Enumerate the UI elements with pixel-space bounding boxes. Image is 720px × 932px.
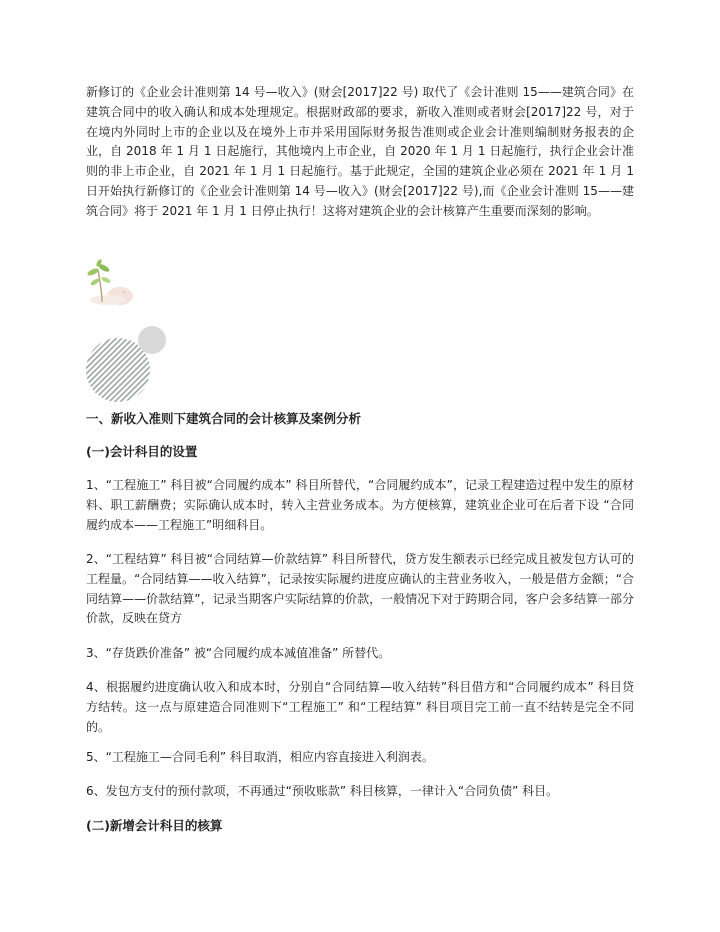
section-heading: 一、新收入准则下建筑合同的会计核算及案例分析 [86, 411, 362, 426]
subsection-heading-2: (二)新增会计科目的核算 [86, 818, 223, 833]
intro-paragraph: 新修订的《企业会计准则第 14 号—收入》(财会[2017]22 号) 取代了《会计准则 15——建筑合同》在建筑合同中的收入确认和成本处理规定。根据财政部的要求，新收入准则或者财会[2017]22 号，对于在境内外同时上市的企业以及在境外上市并采用国际财务报告准则或企业会计准则编制财务报表的企业，自 2018 年 1 月 1 日起施行，其他境内上市企业，自 2020 年 1 月 1 日起施行，执行企业会计准则的非上市企业，自 2021 年 1 月 1 日起施行。基于此规定，全国的建筑企业必须在 2021 年 1 月 1 日开始执行新修订的《企业会计准则第 14 号—收入》(财会[2017]22 号),而《企业会计准则 15——建筑合同》将于 2021 年 1 月 1 日停止执行！这将对建筑企业的会计核算产生重要而深刻的影响。 [86, 85, 634, 218]
list-item: 2、“工程结算” 科目被“合同结算—价款结算” 科目所替代，贷方发生额表示已经完成且被发包方认可的工程量。“合同结算——收入结算”，记录按实际履约进度应确认的主营业务收入，一般是借方金额；“合同结算——价款结算”，记录当期客户实际结算的价款，一般情况下对于跨期合同，客户会多结算一部分价款，反映在贷方 [86, 552, 634, 626]
subsection-heading-1: (一)会计科目的设置 [86, 444, 198, 459]
list-item: 3、“存货跌价准备” 被“合同履约成本减值准备” 所替代。 [86, 646, 391, 660]
list-item: 5、“工程施工—合同毛利” 科目取消，相应内容直接进入利润表。 [86, 750, 434, 764]
list-item: 1、“工程施工” 科目被“合同履约成本” 科目所替代，“合同履约成本”，记录工程建造过程中发生的原材料、职工薪酬费；实际确认成本时，转入主营业务成本。为方便核算，建筑业企业可在后者下设 “合同履约成本——工程施工”明细科目。 [86, 478, 634, 532]
plant-sprout-icon [84, 258, 140, 308]
striped-circle-decoration [84, 324, 168, 404]
list-item: 4、根据履约进度确认收入和成本时，分别自“合同结算—收入结转”科目借方和“合同履约成本” 科目贷方结转。这一点与原建造合同准则下“工程施工” 和“工程结算” 科目项目完工前一直不结转是完全不同的。 [86, 680, 634, 734]
list-item: 6、发包方支付的预付款项，不再通过“预收账款” 科目核算，一律计入“合同负债” 科目。 [86, 784, 559, 798]
